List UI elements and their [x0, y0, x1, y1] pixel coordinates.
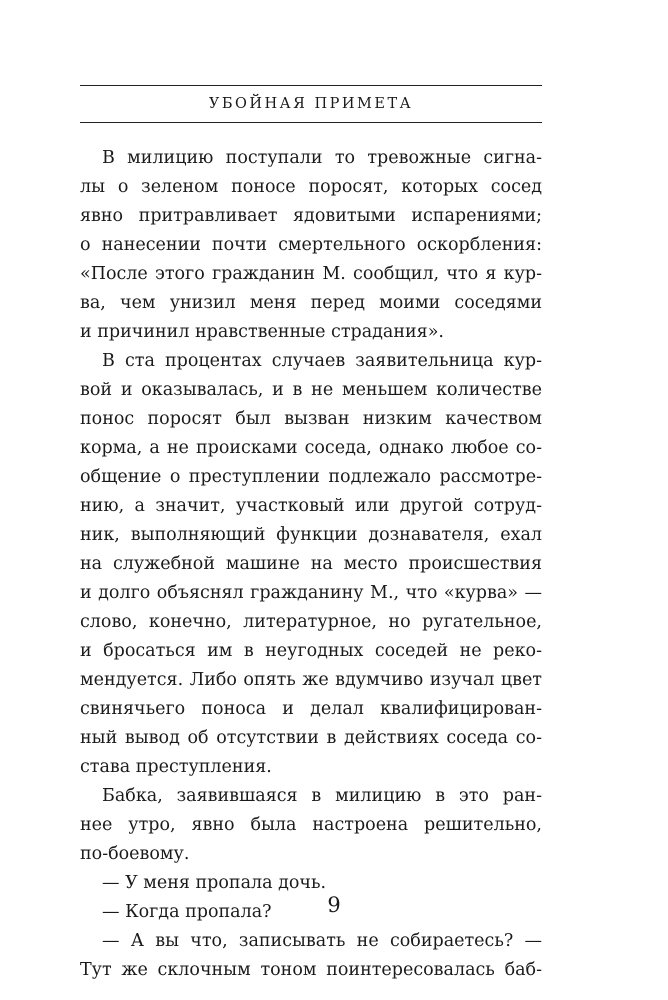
page-number: 9 [327, 893, 341, 917]
text-line: В ста процентах случаев заявительница кур- [102, 351, 542, 371]
text-line: нию, а значит, участковый или другой сотруд- [80, 496, 542, 516]
text-line: вой и оказывалась, и в не меньшем количестве [80, 380, 542, 400]
text-line: ный вывод об отсутствии в действиях соседа со- [80, 728, 542, 748]
text-line: «После этого гражданин М. сообщил, что я кур- [80, 264, 542, 284]
text-line: явно притравливает ядовитыми испарениями; [80, 206, 542, 226]
header-bottom-rule [80, 122, 542, 123]
text-line: понос поросят был вызван низким качеством [80, 409, 542, 429]
text-line: Бабка, заявившаяся в милицию в это ран- [102, 786, 542, 806]
text-line: и долго объяснял гражданину М., что «курва» — [80, 583, 542, 603]
text-line: о нанесении почти смертельного оскорбления: [80, 235, 542, 255]
text-line: — А вы что, записывать не собираетесь? — [102, 931, 542, 951]
text-line: лы о зеленом поносе поросят, которых сосед [80, 177, 542, 197]
header-top-rule [80, 85, 542, 86]
text-line: ник, выполняющий функции дознавателя, ехал [80, 525, 542, 545]
running-header: УБОЙНАЯ ПРИМЕТА [208, 96, 414, 112]
text-line: — У меня пропала дочь. [102, 873, 327, 893]
text-line: слово, конечно, литературное, но ругательное, [80, 612, 542, 632]
text-line: на служебной машине на место происшествия [80, 554, 542, 574]
text-line: корма, а не происками соседа, однако любое со- [80, 438, 542, 458]
text-line: нее утро, явно была настроена решительно, [80, 815, 542, 835]
text-line: свинячьего поноса и делал квалифицирован- [80, 699, 542, 719]
text-line: и бросаться им в неугодных соседей не реко- [80, 641, 542, 661]
body-text [80, 144, 542, 985]
text-line: и причинил нравственные страдания». [80, 322, 444, 342]
text-line: става преступления. [80, 757, 272, 777]
text-line: — Когда пропала? [102, 902, 272, 922]
text-line: Тут же склочным тоном поинтересовалась баб- [80, 960, 542, 980]
text-line: В милицию поступали то тревожные сигна- [102, 148, 542, 168]
text-line: ва, чем унизил меня перед моими соседями [80, 293, 542, 313]
text-line: общение о преступлении подлежало рассмотре- [80, 467, 542, 487]
text-line: по-боевому. [80, 844, 190, 864]
text-line: мендуется. Либо опять же вдумчиво изучал цвет [80, 670, 542, 690]
